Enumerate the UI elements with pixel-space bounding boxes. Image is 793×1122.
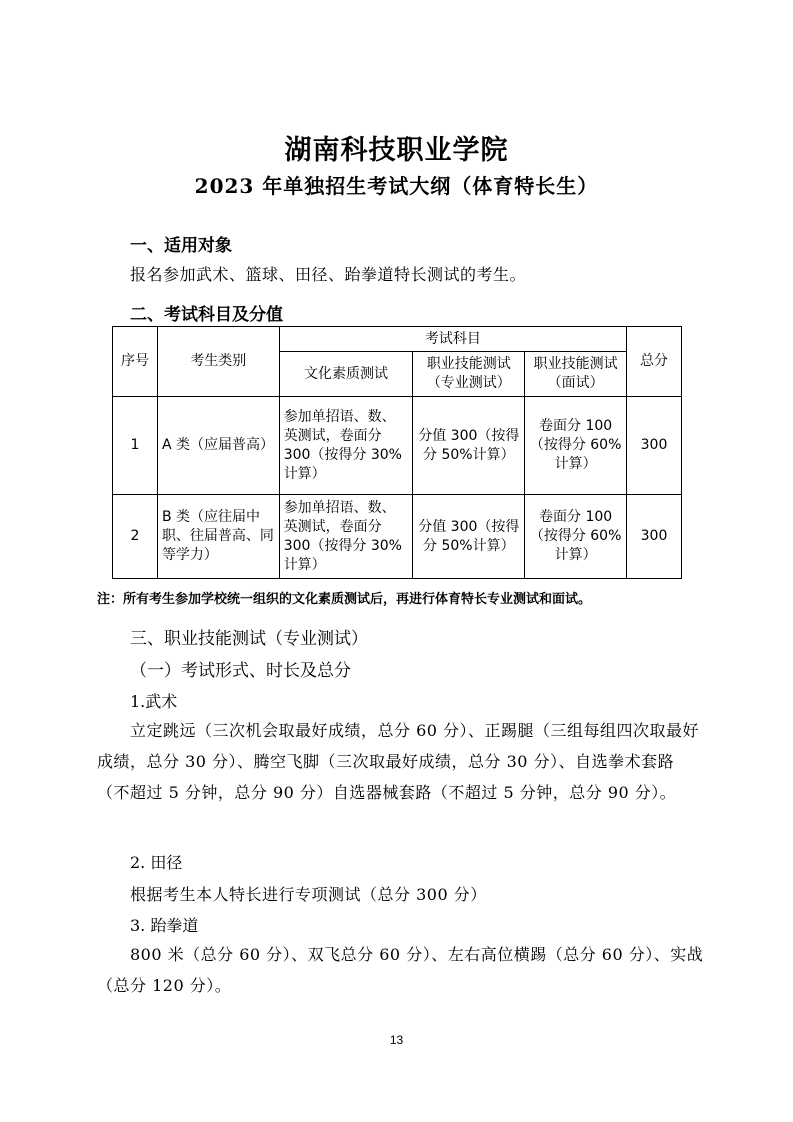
applicable-text: 报名参加武术、篮球、田径、跆拳道特长测试的考生。: [130, 265, 527, 284]
item-text-wushu: 立定跳远（三次机会取最好成绩，总分 60 分）、正踢腿（三组每组四次取最好成绩，总分 30 分）、腾空飞脚（三次取最好成绩，总分 30 分）、自选拳术套路（不超过 5 分钟，总分 90 分）自选器械套路（不超过 5 分钟，总分 90 分）。: [97, 721, 700, 802]
table-row: [113, 495, 682, 579]
table-row: [113, 397, 682, 495]
item-title-taekwondo: 3. 跆拳道: [130, 916, 199, 935]
cell-culture: 参加单招语、数、英测试，卷面分 300（按得分 30%计算）: [279, 397, 413, 495]
section-heading-subjects: 二、考试科目及分值: [130, 305, 283, 325]
document-title: 湖南科技职业学院: [284, 135, 509, 166]
item-text-athletics: 根据考生本人特长进行专项测试（总分 300 分）: [130, 885, 487, 904]
header-total: 总分: [627, 327, 682, 397]
header-skill: 职业技能测试（专业测试）: [413, 352, 525, 397]
cell-category: A 类（应届普高）: [157, 397, 279, 495]
header-subjects: 考试科目: [279, 327, 626, 352]
header-no: 序号: [113, 327, 158, 397]
cell-no: 2: [113, 495, 158, 579]
cell-interview: 卷面分 100（按得分 60%计算）: [525, 397, 627, 495]
cell-total: 300: [627, 397, 682, 495]
header-category: 考生类别: [157, 327, 279, 397]
cell-total: 300: [627, 495, 682, 579]
score-table: [112, 326, 682, 579]
cell-no: 1: [113, 397, 158, 495]
item-title-athletics: 2. 田径: [130, 853, 183, 872]
item-text-taekwondo: 800 米（总分 60 分）、双飞总分 60 分）、左右高位横踢（总分 60 分）、实战（总分 120 分）。: [97, 945, 704, 995]
sub-heading-format: （一）考试形式、时长及总分: [130, 661, 351, 681]
section-heading-applicable: 一、适用对象: [130, 236, 232, 256]
cell-interview: 卷面分 100（按得分 60%计算）: [525, 495, 627, 579]
document-subtitle: 2023 年单独招生考试大纲（体育特长生）: [194, 174, 599, 198]
item-title-wushu: 1.武术: [130, 692, 178, 711]
header-interview: 职业技能测试（面试）: [525, 352, 627, 397]
page-number: 13: [389, 1033, 404, 1047]
table-header-row: [113, 327, 682, 352]
cell-skill: 分值 300（按得分 50%计算）: [413, 495, 525, 579]
cell-culture: 参加单招语、数、英测试，卷面分 300（按得分 30%计算）: [279, 495, 413, 579]
cell-skill: 分值 300（按得分 50%计算）: [413, 397, 525, 495]
cell-category: B 类（应往届中职、往届普高、同等学力）: [157, 495, 279, 579]
header-culture: 文化素质测试: [279, 352, 413, 397]
table-note: 注：所有考生参加学校统一组织的文化素质测试后，再进行体育特长专业测试和面试。: [97, 592, 592, 607]
section-heading-skill-test: 三、职业技能测试（专业测试）: [130, 629, 368, 649]
